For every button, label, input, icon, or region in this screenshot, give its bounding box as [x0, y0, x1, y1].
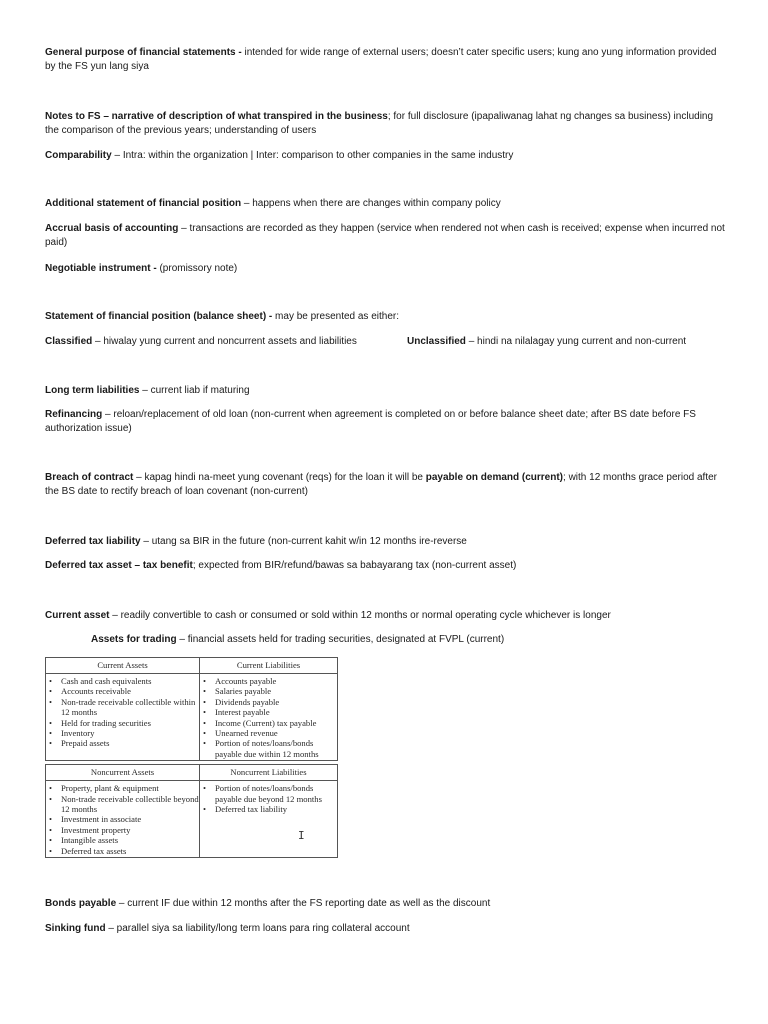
description: kapag hindi na-meet yung covenant (reqs) for the loan it will be: [144, 472, 426, 483]
separator: -: [266, 311, 276, 322]
list-item: • Investment property: [49, 825, 199, 835]
note-general-purpose: [45, 46, 725, 74]
term: Statement of financial position (balance sheet): [45, 311, 267, 322]
description: reloan/replacement of old loan (non-current when agreement is completed on or before balance sheet date; after BS date before FS authorization issue): [45, 409, 696, 434]
description: current IF due within 12 months after the FS reporting date as well as the discount: [127, 898, 491, 909]
term: Accrual basis of accounting: [45, 223, 179, 234]
noncurrent-assets-cell: [46, 781, 200, 858]
description: financial assets held for trading securities, designated at FVPL (current): [187, 634, 505, 645]
note-breach-of-contract: [45, 471, 725, 499]
term: Classified: [45, 336, 93, 347]
list-item: • Held for trading securities: [49, 718, 199, 728]
emphasis: payable on demand (current): [425, 472, 564, 483]
separator: –: [111, 150, 123, 161]
note-long-term-liabilities: [45, 384, 725, 398]
list-item: • Investment in associate: [49, 814, 199, 824]
description: ; expected from BIR/refund/bawas sa babayarang tax (non-current asset): [192, 560, 517, 571]
current-liabilities-cell: [200, 674, 338, 761]
list-item: • Non-trade receivable collectible within 12 months: [49, 697, 199, 718]
term: Long term liabilities: [45, 385, 140, 396]
list-item: • Unearned revenue: [203, 728, 337, 738]
note-sinking-fund: [45, 922, 725, 936]
list-item: • Salaries payable: [203, 686, 337, 696]
separator: –: [105, 923, 117, 934]
note-deferred-tax-asset: [45, 559, 725, 573]
separator: –: [178, 223, 190, 234]
term: Bonds payable: [45, 898, 117, 909]
separator: –: [116, 898, 128, 909]
description: (promissory note): [159, 263, 238, 274]
term: Breach of contract: [45, 472, 134, 483]
description: parallel siya sa liability/long term loans para ring collateral account: [116, 923, 410, 934]
current-assets-cell: [46, 674, 200, 761]
description: ; for full disclosure (ipapaliwanag lahat ng changes sa business) including the comparison of the previous years; understanding of users: [45, 111, 714, 136]
description: Intra: within the organization | Inter: comparison to other companies in the same industry: [122, 150, 514, 161]
separator: –: [140, 536, 152, 547]
list-item: • Portion of notes/loans/bonds payable due beyond 12 months: [203, 783, 337, 804]
classified-note: [45, 335, 357, 349]
description: utang sa BIR in the future (non-current kahit w/in 12 months ire-reverse: [151, 536, 467, 547]
description: readily convertible to cash or consumed or sold within 12 months or normal operating cycle whichever is longer: [120, 610, 611, 621]
note-additional-sfp: [45, 197, 725, 211]
term: Sinking fund: [45, 923, 106, 934]
separator: –: [109, 610, 121, 621]
note-comparability: [45, 149, 725, 163]
list-item: • Property, plant & equipment: [49, 783, 199, 793]
list-item: • Deferred tax assets: [49, 846, 199, 856]
list-item: • Non-trade receivable collectible beyond 12 months: [49, 794, 199, 815]
list-item: • Accounts payable: [203, 676, 337, 686]
description: hindi na nilalagay yung current and non-current: [477, 336, 687, 347]
term: Current asset: [45, 610, 110, 621]
separator: -: [150, 263, 160, 274]
noncurrent-liabilities-header: Noncurrent Liabilities: [200, 765, 338, 781]
noncurrent-assets-header: Noncurrent Assets: [46, 765, 200, 781]
note-accrual-basis: [45, 222, 725, 250]
list-item: • Accounts receivable: [49, 686, 199, 696]
description: intended for wide range of external users; doesn’t cater specific users; kung ano yung information provided by the FS yun lang siya: [45, 47, 717, 72]
list-item: • Intangible assets: [49, 835, 199, 845]
separator: –: [241, 198, 253, 209]
list-item: • Prepaid assets: [49, 738, 199, 748]
separator: –: [92, 336, 104, 347]
term: Deferred tax asset – tax benefit: [45, 560, 193, 571]
note-classification: [45, 335, 725, 349]
separator: -: [235, 47, 245, 58]
note-refinancing: [45, 408, 725, 436]
description: current liab if maturing: [150, 385, 250, 396]
term: Notes to FS – narrative of description of what transpired in the business: [45, 111, 388, 122]
term: Negotiable instrument: [45, 263, 151, 274]
assets-liabilities-table: [45, 657, 338, 858]
separator: –: [139, 385, 151, 396]
separator: –: [102, 409, 114, 420]
description: hiwalay yung current and noncurrent assets and liabilities: [103, 336, 357, 347]
list-item: • Inventory: [49, 728, 199, 738]
current-liabilities-header: Current Liabilities: [200, 658, 338, 674]
term: Unclassified: [407, 336, 466, 347]
note-current-asset: [45, 609, 725, 623]
term: Deferred tax liability: [45, 536, 141, 547]
list-item: • Income (Current) tax payable: [203, 718, 337, 728]
current-assets-header: Current Assets: [46, 658, 200, 674]
list-item: • Deferred tax liability: [203, 804, 337, 814]
note-negotiable-instrument: [45, 262, 725, 276]
text-cursor-icon: I: [298, 829, 305, 842]
separator: –: [176, 634, 188, 645]
note-notes-to-fs: [45, 110, 725, 138]
list-item: • Cash and cash equivalents: [49, 676, 199, 686]
note-assets-for-trading: [91, 633, 768, 647]
note-deferred-tax-liability: [45, 535, 725, 549]
noncurrent-liabilities-cell: [200, 781, 338, 858]
separator: –: [133, 472, 145, 483]
list-item: • Interest payable: [203, 707, 337, 717]
description: transactions are recorded as they happen (service when rendered not when cash is received; expense when incurred not paid): [45, 223, 725, 248]
term: Additional statement of financial position: [45, 198, 242, 209]
description: happens when there are changes within company policy: [252, 198, 501, 209]
unclassified-note: [407, 335, 686, 349]
term: Assets for trading: [91, 634, 177, 645]
list-item: • Dividends payable: [203, 697, 337, 707]
note-sfp-presentation: [45, 310, 725, 324]
note-bonds-payable: [45, 897, 725, 911]
separator: –: [465, 336, 478, 347]
term: Refinancing: [45, 409, 103, 420]
list-item: • Portion of notes/loans/bonds payable due within 12 months: [203, 738, 337, 759]
description: may be presented as either:: [275, 311, 400, 322]
description-cont: ; with 12 months grace period after the BS date to rectify breach of loan covenant (non-current): [45, 472, 717, 497]
term: Comparability: [45, 150, 112, 161]
term: General purpose of financial statements: [45, 47, 236, 58]
